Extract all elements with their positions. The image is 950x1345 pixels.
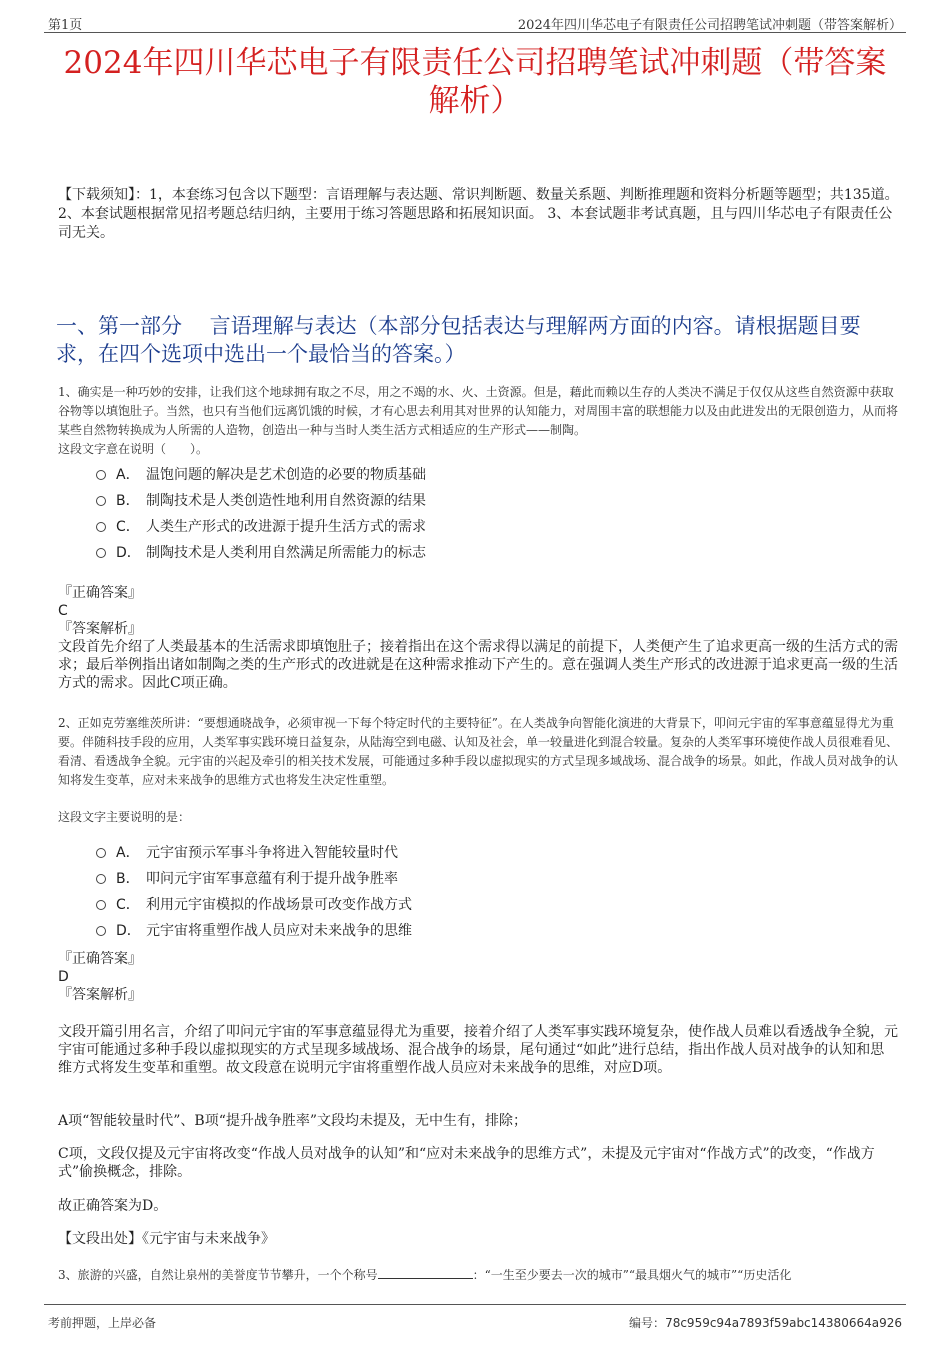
question-2-text: 2、正如克劳塞维茨所讲：“要想通晓战争，必须审视一下每个特定时代的主要特征”。在人类战争向智能化演进的大背景下，叩问元宇宙的军事意蕴显得尤为重要。伴随科技手段的应用，人类军事实践环境日益复杂，从陆海空到电磁、认知及社会，单一较量进化到混合较量。复杂的人类军事环境使作战人员很难看见、看清、看透战争全貌。元宇宙的兴起及牵引的相关技术发展，可能通过多种手段以虚拟现实的方式呈现多域战场、混合战争的场景。如此，作战人员对战争的认知将发生变革，应对未来战争的思维方式也将发生决定性重塑。 [58,716,899,787]
question-2-prompt: 这段文字主要说明的是： [58,810,191,824]
question-1-prompt: 这段文字意在说明（ ）。 [58,442,209,456]
radio-icon[interactable] [96,874,106,884]
question-1-text: 1、确实是一种巧妙的安排，让我们这个地球拥有取之不尽，用之不竭的水、火、土资源。但是，藉此而赖以生存的人类决不满足于仅仅从这些自然资源中获取谷物等以填饱肚子。当然，也只有当他们远离饥饿的时候，才有心思去利用其对世界的认知能力，对周围丰富的联想能力以及由此进发出的无限创造力，从而将某些自然物转换成为人所需的人造物，创造出一种与当时人类生活方式相适应的生产形式——制陶。 这段文字意在说明（ ）。 [58,383,898,459]
page-number: 第1页 [48,18,83,33]
correct-answer: D [58,969,69,985]
answer-label: 『正确答案』 [58,585,142,601]
question-2-analysis-p4: 故正确答案为D。 [58,1198,168,1214]
correct-answer: C [58,603,68,619]
footer-slogan: 考前押题，上岸必备 [48,1316,157,1330]
question-2-options [96,840,412,944]
download-notice: 【下载须知】：1，本套练习包含以下题型：言语理解与表达题、常识判断题、数量关系题、判断推理题和资料分析题等题型；共135道。 2、本套试题根据常见招考题总结归纳，主要用于练习答题思路和拓展知识面。 3、本套试题非考试真题，且与四川华芯电子有限责任公司无关。 [58,187,899,241]
radio-icon[interactable] [96,470,106,480]
radio-icon[interactable] [96,926,106,936]
question-2-option-b[interactable]: B． 叩问元宇宙军事意蕴有利于提升战争胜率 [96,866,412,892]
question-1-option-b[interactable]: B． 制陶技术是人类创造性地利用自然资源的结果 [96,488,426,514]
analysis-label: 『答案解析』 [58,621,142,637]
radio-icon[interactable] [96,522,106,532]
radio-icon[interactable] [96,900,106,910]
radio-icon[interactable] [96,848,106,858]
answer-label: 『正确答案』 [58,951,142,967]
analysis-label: 『答案解析』 [58,987,142,1003]
page-header [44,8,906,33]
page-title: 2024年四川华芯电子有限责任公司招聘笔试冲刺题（带答案解析） [63,45,887,119]
question-2-option-c[interactable]: C． 利用元宇宙模拟的作战场景可改变作战方式 [96,892,412,918]
question-1-options [96,462,426,566]
question-2-answer-block [58,950,898,1004]
fill-blank[interactable] [378,1268,473,1279]
question-2-source: 【文段出处】《元宇宙与未来战争》 [58,1231,275,1247]
footer-code: 编号：78c959c94a7893f59abc14380664a926 [629,1316,902,1330]
question-1-answer-block [58,584,898,692]
question-2-analysis-p3: C项，文段仅提及元宇宙将改变“作战人员对战争的认知”和“应对未来战争的思维方式”，未提及元宇宙对“作战方式”的改变，“作战方式”偷换概念，排除。 [58,1146,875,1180]
question-3-text: 3、旅游的兴盛，自然让泉州的美誉度节节攀升，一个个称号 ：“一生至少要去一次的城市”“最具烟火气的城市”“历史活化 [58,1268,792,1282]
question-2-option-d[interactable]: D． 元宇宙将重塑作战人员应对未来战争的思维 [96,918,412,944]
question-2-analysis-p2: A项“智能较量时代”、B项“提升战争胜率”文段均未提及，无中生有，排除； [58,1113,528,1129]
question-2-option-a[interactable]: A． 元宇宙预示军事斗争将进入智能较量时代 [96,840,412,866]
section-heading: 一、第一部分 言语理解与表达（本部分包括表达与理解两方面的内容。请根据题目要求，在四个选项中选出一个最恰当的答案。） [56,314,861,366]
page-footer [44,1304,906,1333]
question-1-option-a[interactable]: A． 温饱问题的解决是艺术创造的必要的物质基础 [96,462,426,488]
radio-icon[interactable] [96,496,106,506]
radio-icon[interactable] [96,548,106,558]
question-1-option-c[interactable]: C． 人类生产形式的改进源于提升生活方式的需求 [96,514,426,540]
question-2-analysis-p1: 文段开篇引用名言，介绍了叩问元宇宙的军事意蕴显得尤为重要，接着介绍了人类军事实践环境复杂，使作战人员难以看透战争全貌，元宇宙可能通过多种手段以虚拟现实的方式呈现多域战场、混合战争的场景，尾句通过“如此”进行总结，指出作战人员对战争的认知和思维方式将发生变革和重塑。故文段意在说明元宇宙将重塑作战人员应对未来战争的思维，对应D项。 [58,1024,898,1076]
header-doc-title: 2024年四川华芯电子有限责任公司招聘笔试冲刺题（带答案解析） [517,18,902,33]
analysis-text: 文段首先介绍了人类最基本的生活需求即填饱肚子；接着指出在这个需求得以满足的前提下，人类便产生了追求更高一级的生活方式的需求；最后举例指出诸如制陶之类的生产形式的改进就是在这种需求推动下产生的。意在强调人类生产形式的改进源于追求更高一级的生活方式的需求。因此C项正确。 [58,639,898,691]
question-1-option-d[interactable]: D． 制陶技术是人类利用自然满足所需能力的标志 [96,540,426,566]
